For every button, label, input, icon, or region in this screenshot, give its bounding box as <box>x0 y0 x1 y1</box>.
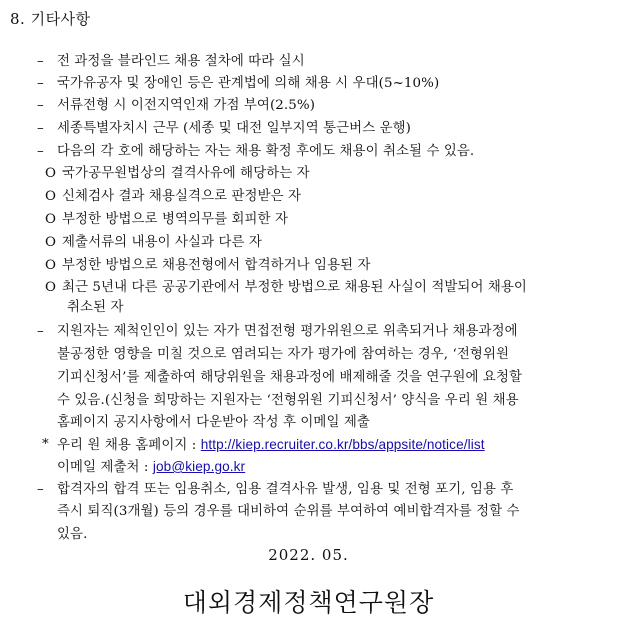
evaluator-line: 홈페이지 공지사항에서 다운받아 작성 후 이메일 제출 <box>57 415 370 430</box>
homepage-link[interactable]: http://kiep.recruiter.co.kr/bbs/appsite/notice/list <box>200 437 485 452</box>
sub-item-marker: O <box>45 189 57 204</box>
sub-item-marker: O <box>45 212 57 227</box>
homepage-line <box>57 435 485 456</box>
homepage-label: 우리 원 채용 홈페이지 : <box>57 438 201 453</box>
sub-item-text: 부정한 방법으로 병역의무를 회피한 자 <box>62 212 288 227</box>
document-date: 2022. 05. <box>268 546 349 564</box>
evaluator-line: 기피신청서’를 제출하여 해당위원을 채용과정에 배제해줄 것을 연구원에 요청할 <box>57 370 523 385</box>
item-marker: – <box>37 54 44 69</box>
email-link[interactable]: job@kiep.go.kr <box>152 459 246 474</box>
sub-item-marker: O <box>45 166 57 181</box>
reserve-line: 즉시 퇴직(3개월) 등의 경우를 대비하여 순위를 부여하여 예비합격자를 정할 수 <box>57 504 520 519</box>
organization-signature: 대외경제정책연구원장 <box>182 588 435 617</box>
evaluator-marker: – <box>37 324 44 339</box>
item-text: 전 과정을 블라인드 채용 절차에 따라 실시 <box>57 54 305 69</box>
homepage-marker: * <box>42 437 49 452</box>
reserve-line: 합격자의 합격 또는 임용취소, 임용 결격사유 발생, 임용 및 전형 포기, 임용 후 <box>57 482 514 497</box>
email-label: 이메일 제출처 : <box>57 460 153 475</box>
sub-item-text: 국가공무원법상의 결격사유에 해당하는 자 <box>62 166 310 181</box>
evaluator-line: 지원자는 제척인인이 있는 자가 면접전형 평가위원으로 위촉되거나 채용과정에 <box>57 324 518 339</box>
item-text: 다음의 각 호에 해당하는 자는 채용 확정 후에도 채용이 취소될 수 있음. <box>57 144 475 159</box>
evaluator-line: 수 있음.(신청을 희망하는 지원자는 ‘전형위원 기피신청서’ 양식을 우리 원 채용 <box>57 393 519 408</box>
reserve-marker: – <box>37 482 44 497</box>
evaluator-line: 불공정한 영향을 미칠 것으로 염려되는 자가 평가에 참여하는 경우, ‘전형위원 <box>57 347 510 362</box>
item-marker: – <box>37 121 44 136</box>
reserve-line: 있음. <box>57 527 88 542</box>
item-text: 서류전형 시 이전지역인재 가점 부여(2.5%) <box>57 98 316 113</box>
sub-item-marker: O <box>45 258 57 273</box>
sub-item-continuation: 취소된 자 <box>67 300 124 315</box>
sub-item-marker: O <box>45 235 57 250</box>
sub-item-text: 최근 5년내 다른 공공기관에서 부정한 방법으로 채용된 사실이 적발되어 채용이 <box>62 280 527 295</box>
item-text: 세종특별자치시 근무 (세종 및 대전 일부지역 통근버스 운행) <box>57 121 411 136</box>
item-marker: – <box>37 144 44 159</box>
sub-item-text: 제출서류의 내용이 사실과 다른 자 <box>62 235 262 250</box>
sub-item-marker: O <box>45 280 57 295</box>
item-text: 국가유공자 및 장애인 등은 관계법에 의해 채용 시 우대(5~10%) <box>57 76 440 91</box>
sub-item-text: 신체검사 결과 채용실격으로 판정받은 자 <box>62 189 302 204</box>
item-marker: – <box>37 76 44 91</box>
section-title: 8. 기타사항 <box>10 10 91 28</box>
email-line <box>57 457 245 478</box>
item-marker: – <box>37 98 44 113</box>
sub-item-text: 부정한 방법으로 채용전형에서 합격하거나 임용된 자 <box>62 258 371 273</box>
